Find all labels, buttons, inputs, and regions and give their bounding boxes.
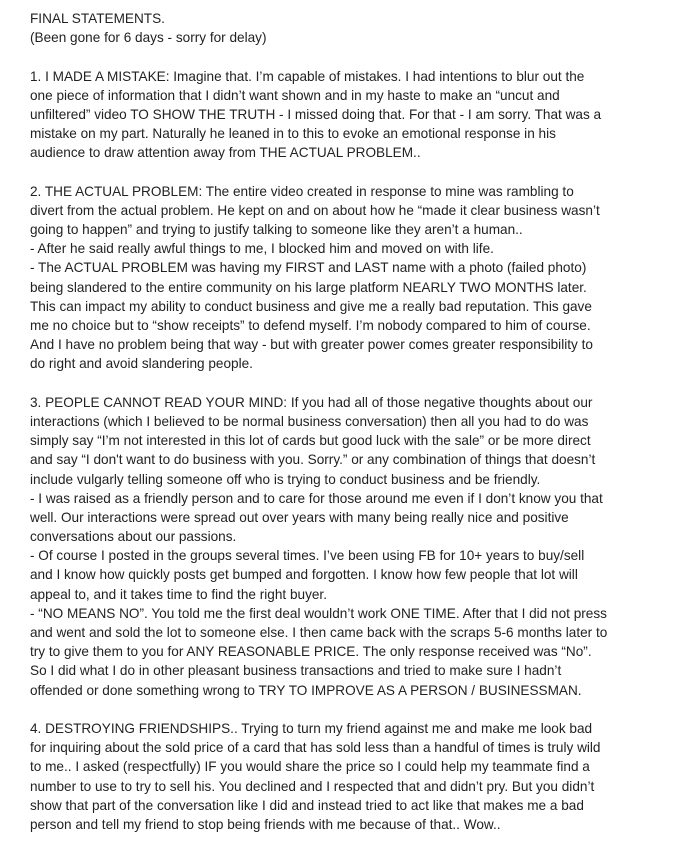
- text-line: And I have no problem being that way - but with greater power comes greater responsibility to: [30, 337, 593, 353]
- text-line: audience to draw attention away from THE ACTUAL PROBLEM..: [30, 145, 421, 161]
- text-line: 1. I MADE A MISTAKE: Imagine that. I’m capable of mistakes. I had intentions to blur out the: [30, 68, 585, 84]
- text-line: - “NO MEANS NO”. You told me the first deal wouldn’t work ONE TIME. After that I did not press: [30, 605, 607, 621]
- text-line: - After he said really awful things to me, I blocked him and moved on with life.: [30, 241, 494, 257]
- document-subtitle: (Been gone for 6 days - sorry for delay): [30, 30, 267, 46]
- document-body: [30, 9, 662, 834]
- text-line: show that part of the conversation like I did and instead tried to act like that makes me a bad: [30, 797, 584, 813]
- text-line: include vulgarly telling someone off who is trying to conduct business and be friendly.: [30, 471, 541, 487]
- statement-section-2: [30, 182, 662, 374]
- text-line: So I did what I do in other pleasant business transactions and tried to make sure I hadn’t: [30, 663, 562, 679]
- text-line: being slandered to the entire community on his large platform NEARLY TWO MONTHS later.: [30, 279, 587, 295]
- text-line: - I was raised as a friendly person and to care for those around me even if I don’t know you that: [30, 490, 603, 506]
- text-line: 2. THE ACTUAL PROBLEM: The entire video created in response to mine was rambling to: [30, 183, 574, 199]
- text-line: mistake on my part. Naturally he leaned in to this to evoke an emotional response in his: [30, 126, 556, 142]
- text-line: try to give them to you for ANY REASONABLE PRICE. The only response received was “No”.: [30, 644, 592, 660]
- text-line: and I know how quickly posts get bumped and forgotten. I know how few people that lot will: [30, 567, 578, 583]
- text-line: unfiltered” video TO SHOW THE TRUTH - I missed doing that. For that - I am sorry. That was a: [30, 106, 602, 122]
- text-line: well. Our interactions were spread out over years with many being really nice and positive: [30, 509, 569, 525]
- text-line: to me.. I asked (respectfully) IF you would share the price so I could help my teammate find a: [30, 759, 590, 775]
- text-line: person and tell my friend to stop being friends with me because of that.. Wow..: [30, 816, 501, 832]
- text-line: - The ACTUAL PROBLEM was having my FIRST and LAST name with a photo (failed photo): [30, 260, 587, 276]
- text-line: number to use to try to sell his. You declined and I respected that and didn’t pry. But you didn’t: [30, 778, 595, 794]
- text-line: one piece of information that I didn’t want shown and in my haste to make an “uncut and: [30, 87, 560, 103]
- text-line: for inquiring about the sold price of a card that has sold less than a handful of times is truly wild: [30, 740, 601, 756]
- text-line: conversations about our passions.: [30, 529, 237, 545]
- text-line: do right and avoid slandering people.: [30, 356, 253, 372]
- text-line: 4. DESTROYING FRIENDSHIPS.. Trying to turn my friend against me and make me look bad: [30, 720, 593, 736]
- text-line: and say “I don't want to do business with you. Sorry.” or any combination of things that doesn’t: [30, 452, 596, 468]
- document-title: FINAL STATEMENTS.: [30, 11, 165, 26]
- text-line: me no choice but to “show receipts” to defend myself. I’m nobody compared to him of course.: [30, 318, 591, 333]
- paragraph-spacer: [30, 47, 662, 66]
- paragraph-spacer: [30, 374, 662, 393]
- text-line: 3. PEOPLE CANNOT READ YOUR MIND: If you had all of those negative thoughts about our: [30, 394, 593, 410]
- text-line: offended or done something wrong to TRY TO IMPROVE AS A PERSON / BUSINESSMAN.: [30, 682, 582, 698]
- text-line: - Of course I posted in the groups several times. I’ve been using FB for 10+ years to buy/sell: [30, 548, 585, 564]
- text-line: This can impact my ability to conduct business and give me a really bad reputation. This gave: [30, 298, 592, 314]
- text-line: and went and sold the lot to someone else. I then came back with the scraps 5-6 months later to: [30, 625, 608, 640]
- text-line: appeal to, and it takes time to find the right buyer.: [30, 586, 327, 602]
- statement-section-4: [30, 719, 662, 834]
- text-line: going to happen” and trying to justify talking to someone like they aren’t a human..: [30, 222, 523, 238]
- statement-section-3: [30, 393, 662, 700]
- paragraph-spacer: [30, 163, 662, 182]
- paragraph-spacer: [30, 700, 662, 719]
- statement-section-1: [30, 67, 662, 163]
- statement-sections: [30, 67, 662, 835]
- text-line: interactions (which I believed to be normal business conversation) then all you had to do was: [30, 413, 589, 429]
- text-line: simply say “I’m not interested in this lot of cards but good luck with the sale” or be more direct: [30, 433, 591, 449]
- text-line: divert from the actual problem. He kept on and on about how he “made it clear business wasn’t: [30, 202, 600, 218]
